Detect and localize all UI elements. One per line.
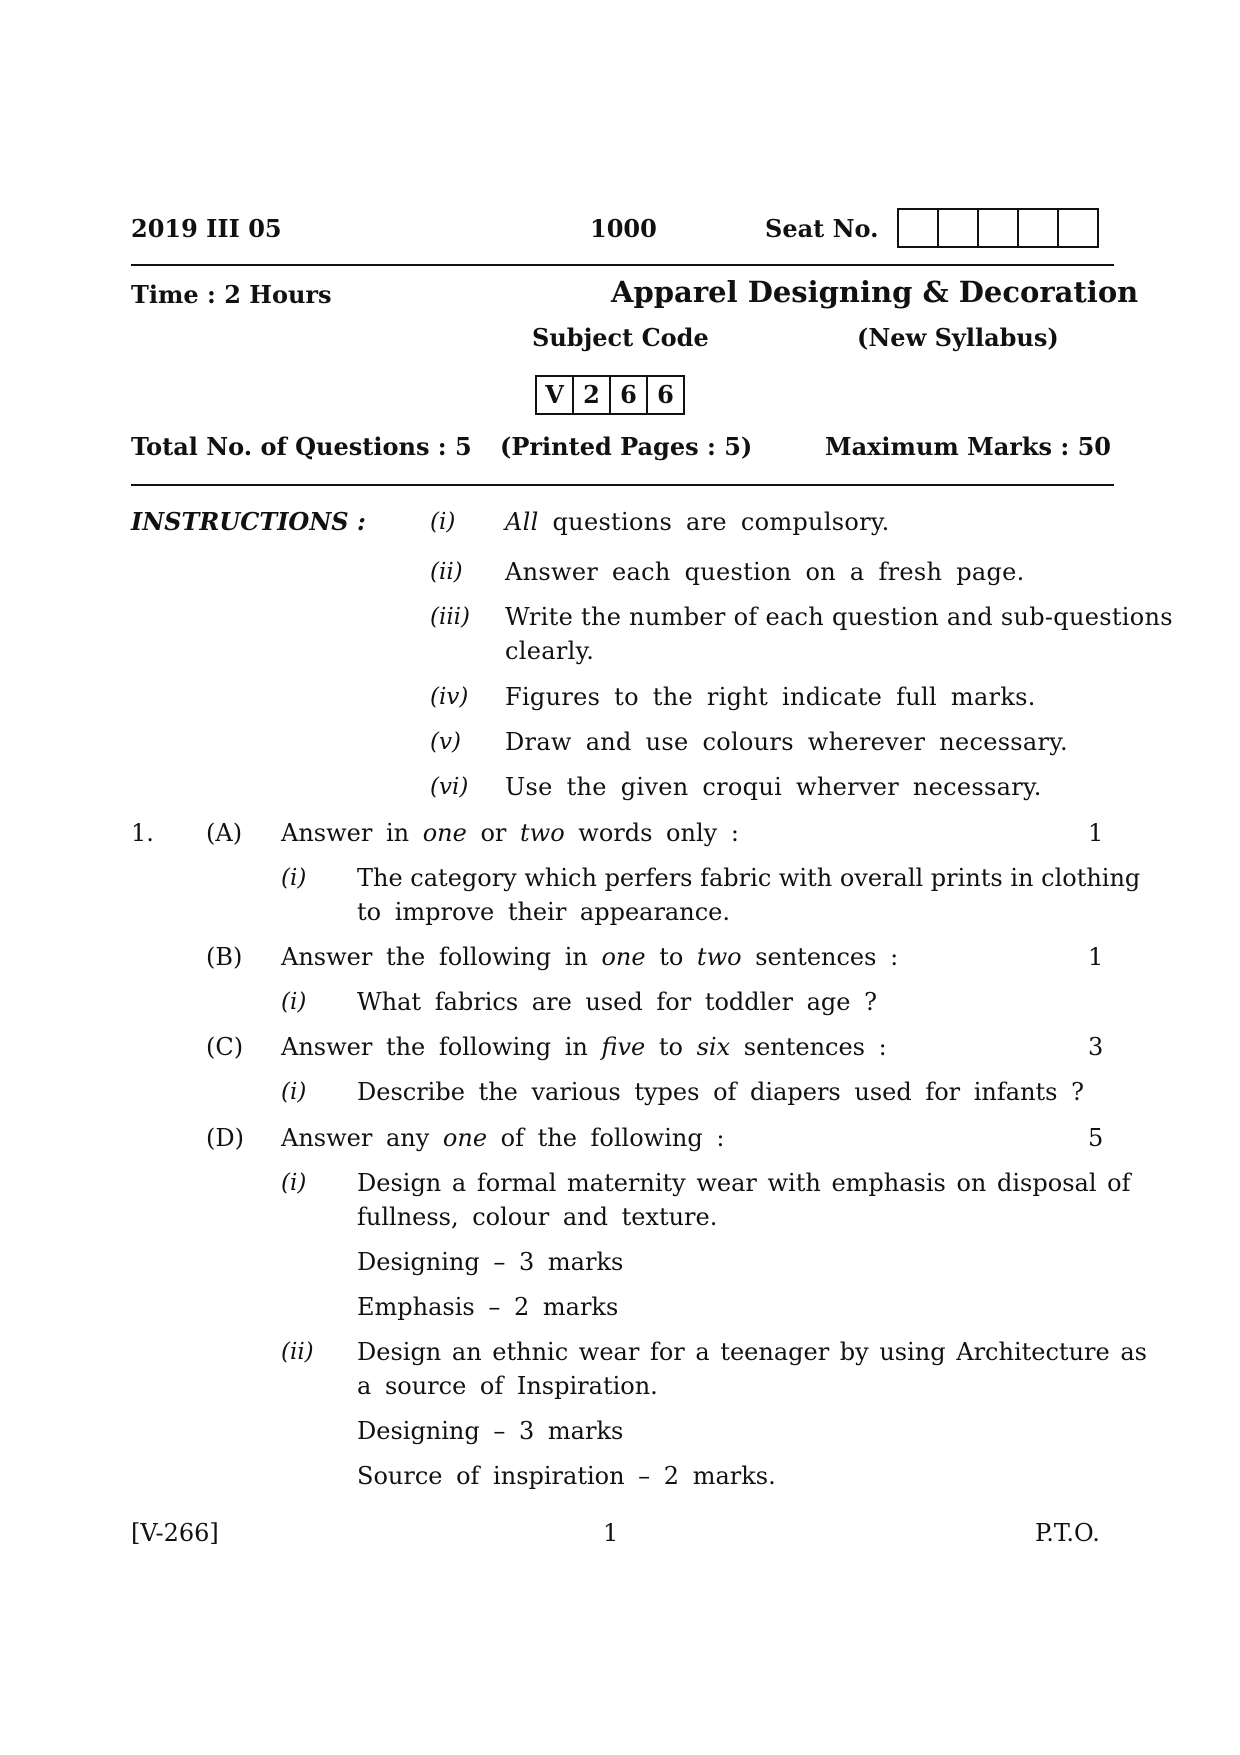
instruction-text-continued: clearly. <box>505 637 595 665</box>
total-questions: Total No. of Questions : 5 <box>131 432 472 461</box>
part-label-a: (A) <box>206 819 243 847</box>
part-label-b: (B) <box>206 943 243 971</box>
sub-question-text: Describe the various types of diapers used for infants ? <box>357 1078 1084 1106</box>
code-char: 6 <box>657 380 674 409</box>
part-b-marks: 1 <box>1088 943 1104 971</box>
instruction-text: Draw and use colours wherever necessary. <box>505 728 1068 756</box>
part-d-marks: 5 <box>1088 1124 1104 1152</box>
marks-breakdown: Source of inspiration – 2 marks. <box>357 1462 776 1490</box>
sub-question-text: The category which perfers fabric with overall prints in clothing <box>357 864 1141 892</box>
sub-question-number: (i) <box>281 989 307 1015</box>
seat-number-boxes <box>897 208 1099 248</box>
footer-paper-code: [V-266] <box>131 1519 219 1547</box>
code-char: V <box>537 377 574 413</box>
seat-box <box>1019 210 1059 246</box>
sub-question-text-continued: a source of Inspiration. <box>357 1372 658 1400</box>
part-label-d: (D) <box>206 1124 244 1152</box>
code-char: 2 <box>574 377 611 413</box>
instruction-number: (i) <box>430 509 456 535</box>
subject-title: Apparel Designing & Decoration <box>611 275 1139 309</box>
sub-question-text-continued: fullness, colour and texture. <box>357 1203 718 1231</box>
time-allowed: Time : 2 Hours <box>131 280 332 309</box>
sub-question-number: (i) <box>281 865 307 891</box>
seat-box <box>1059 210 1097 246</box>
part-label-c: (C) <box>206 1033 244 1061</box>
part-c-prompt: Answer the following in five to six sentences : <box>281 1033 887 1061</box>
paper-count: 1000 <box>590 214 657 243</box>
sub-question-number: (i) <box>281 1170 307 1196</box>
seat-box <box>979 210 1019 246</box>
question-number: 1. <box>131 819 154 847</box>
part-a-prompt: Answer in one or two words only : <box>281 819 739 847</box>
instruction-text: Use the given croqui wherver necessary. <box>505 773 1042 801</box>
page-number: 1 <box>603 1519 619 1547</box>
instruction-text: Figures to the right indicate full marks. <box>505 683 1036 711</box>
maximum-marks: Maximum Marks : 50 <box>825 432 1112 461</box>
sub-question-text: What fabrics are used for toddler age ? <box>357 988 877 1016</box>
divider <box>131 484 1114 486</box>
marks-breakdown: Designing – 3 marks <box>357 1417 624 1445</box>
sub-question-text-continued: to improve their appearance. <box>357 898 730 926</box>
marks-breakdown: Designing – 3 marks <box>357 1248 624 1276</box>
sub-question-text: Design an ethnic wear for a teenager by using Architecture as <box>357 1338 1147 1366</box>
instruction-number: (iii) <box>430 604 471 630</box>
seat-label: Seat No. <box>765 214 879 243</box>
instruction-number: (v) <box>430 729 461 755</box>
subject-code-label: Subject Code <box>532 323 709 352</box>
printed-pages: (Printed Pages : 5) <box>500 432 753 461</box>
instruction-number: (ii) <box>430 559 463 585</box>
sub-question-number: (ii) <box>281 1339 314 1365</box>
instruction-text: Answer each question on a fresh page. <box>505 558 1025 586</box>
part-c-marks: 3 <box>1088 1033 1104 1061</box>
instruction-text: All questions are compulsory. <box>505 508 890 536</box>
divider <box>131 264 1114 266</box>
part-d-prompt: Answer any one of the following : <box>281 1124 725 1152</box>
instruction-number: (iv) <box>430 684 469 710</box>
seat-box <box>939 210 979 246</box>
please-turn-over: P.T.O. <box>1035 1519 1100 1547</box>
marks-breakdown: Emphasis – 2 marks <box>357 1293 619 1321</box>
sub-question-text: Design a formal maternity wear with emphasis on disposal of <box>357 1169 1131 1197</box>
instruction-text: Write the number of each question and sub-questions <box>505 603 1173 631</box>
seat-box <box>899 210 939 246</box>
code-char: 6 <box>611 377 648 413</box>
instructions-label: INSTRUCTIONS : <box>131 507 366 536</box>
part-a-marks: 1 <box>1088 819 1104 847</box>
subject-code-boxes <box>535 375 685 415</box>
part-b-prompt: Answer the following in one to two sentences : <box>281 943 899 971</box>
paper-code: 2019 III 05 <box>131 214 282 243</box>
sub-question-number: (i) <box>281 1079 307 1105</box>
syllabus-label: (New Syllabus) <box>857 323 1059 352</box>
instruction-number: (vi) <box>430 774 469 800</box>
